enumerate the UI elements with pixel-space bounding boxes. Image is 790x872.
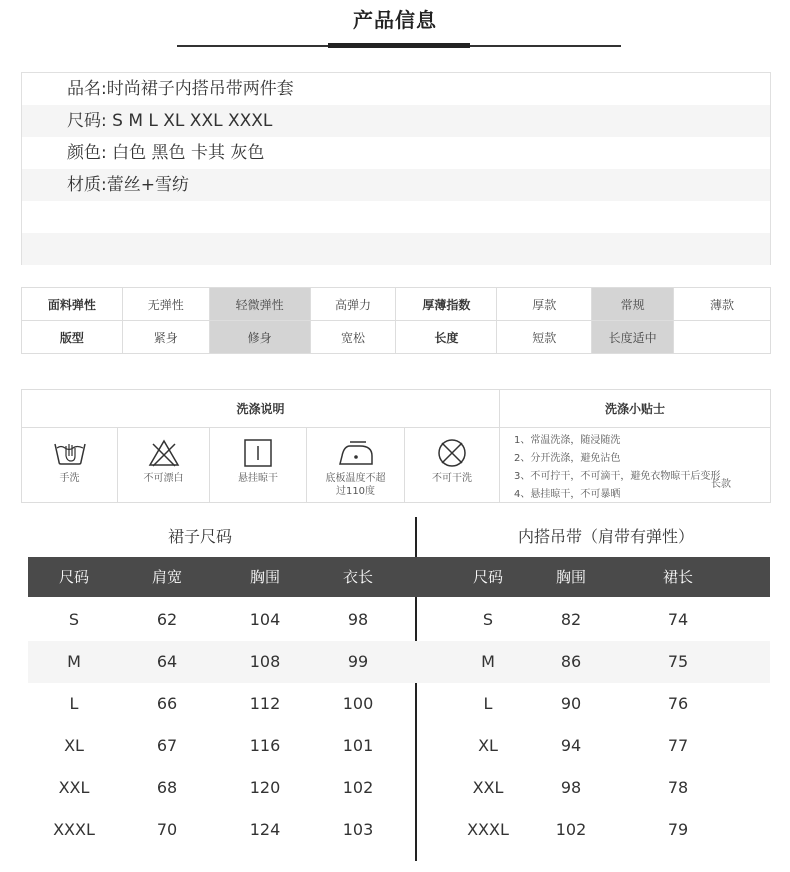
skirt-size-title: 裙子尺码 [168,527,233,546]
attr-value: 无弹性 [122,288,209,321]
wash-tip: 4、悬挂晾干，不可暴晒 [514,489,621,500]
table-row [28,683,770,725]
table-cell: 79 [667,820,689,839]
info-size: 尺码: S M L XL XXL XXXL [22,105,770,137]
info-name: 品名:时尚裙子内搭吊带两件套 [67,79,294,99]
table-cell: XXXL [53,820,95,839]
table-cell: 94 [560,736,582,755]
header-cell: 尺码 [472,568,503,586]
wash-item-label: 悬挂晾干 [238,473,278,484]
wash-tips-heading: 洗涤小贴士 [500,390,770,428]
no-dry-clean-icon [435,438,469,468]
header-cell: 尺码 [58,568,89,586]
wash-item [405,428,500,503]
attr-value: 薄款 [674,288,771,321]
attr-value: 厚款 [497,288,592,321]
wash-tip: 3、不可拧干，不可滴干，避免衣物晾干后变形 [514,471,721,482]
wash-item-label: 不可漂白 [143,473,184,484]
no-bleach-icon [147,438,181,468]
table-row [28,641,770,683]
wash-item [22,428,118,503]
header-cell: 衣长 [342,568,373,586]
table-cell: S [68,610,80,629]
table-cell: L [483,694,493,713]
wash-tip: 1、常温洗涤，随浸随洗 [514,435,621,446]
wash-item [307,428,405,503]
wash-instructions [21,389,771,503]
info-empty-row [22,233,770,265]
title-underline-accent [328,43,470,48]
table-cell: XL [64,736,84,755]
table-cell: 124 [249,820,281,839]
attr-value: 高弹力 [310,288,396,321]
table-cell: 64 [156,652,178,671]
attr-label-length: 长度 [396,321,497,354]
table-cell: S [482,610,494,629]
table-cell: 70 [156,820,178,839]
table-cell: 86 [560,652,582,671]
hand-wash-icon [53,438,87,468]
attr-value-empty [674,321,771,354]
table-cell: M [67,652,81,671]
table-cell: 102 [555,820,587,839]
wash-item-label: 不可干洗 [432,473,472,484]
table-cell: 108 [249,652,281,671]
wash-tip-overlay: 长款 [711,479,731,490]
size-table-header [28,557,770,597]
table-cell: 68 [156,778,178,797]
attr-value-selected: 轻微弹性 [209,288,310,321]
table-cell: 74 [667,610,689,629]
wash-item [210,428,307,503]
table-cell: 101 [342,736,374,755]
attr-value: 紧身 [122,321,209,354]
table-cell: 77 [667,736,689,755]
info-color: 颜色: 白色 黑色 卡其 灰色 [67,143,265,163]
page-title: 产品信息 [353,8,437,32]
table-cell: 104 [249,610,281,629]
table-row [28,767,770,809]
table-cell: 75 [667,652,689,671]
info-material: 材质:蕾丝+雪纺 [22,169,770,201]
attr-label-thickness: 厚薄指数 [396,288,497,321]
table-cell: 67 [156,736,178,755]
table-row [28,599,770,641]
iron-icon [336,438,376,468]
attr-label-elasticity: 面料弹性 [22,288,123,321]
wash-tips [500,428,770,503]
wash-item-label: 手洗 [59,473,80,484]
table-cell: M [481,652,495,671]
attribute-row [22,321,771,354]
attribute-row [22,288,771,321]
hang-dry-icon [241,438,275,468]
product-info-box [21,72,771,265]
attr-value-selected: 长度适中 [592,321,674,354]
table-cell: 99 [347,652,369,671]
table-cell: 66 [156,694,178,713]
attr-value-selected: 修身 [209,321,310,354]
table-cell: 102 [342,778,374,797]
wash-item [118,428,210,503]
table-cell: 78 [667,778,689,797]
attr-value: 短款 [497,321,592,354]
header-cell: 胸围 [249,568,280,586]
header-cell: 裙长 [662,568,693,586]
attr-value: 宽松 [310,321,396,354]
cami-size-title: 内搭吊带（肩带有弹性） [518,527,695,546]
table-cell: 112 [249,694,281,713]
attr-label-fit: 版型 [22,321,123,354]
table-row [28,725,770,767]
table-cell: 82 [560,610,582,629]
table-cell: XXXL [467,820,509,839]
wash-tip: 2、分开洗涤，避免沾色 [514,453,621,464]
table-row [28,809,770,851]
header-cell: 肩宽 [151,568,182,586]
table-cell: L [69,694,79,713]
attr-value-selected: 常规 [592,288,674,321]
header-cell: 胸围 [555,568,586,586]
table-cell: 100 [342,694,374,713]
table-cell: XL [478,736,498,755]
table-cell: 98 [347,610,369,629]
wash-item-label: 底板温度不超 过110度 [325,473,386,497]
attribute-table [21,287,771,354]
table-cell: 90 [560,694,582,713]
table-cell: 103 [342,820,374,839]
wash-heading: 洗涤说明 [22,390,500,428]
table-cell: 116 [249,736,281,755]
info-empty-row [22,201,770,233]
table-cell: 98 [560,778,582,797]
table-cell: 62 [156,610,178,629]
table-cell: 76 [667,694,689,713]
table-cell: XXL [58,778,90,797]
table-cell: XXL [472,778,504,797]
table-cell: 120 [249,778,281,797]
